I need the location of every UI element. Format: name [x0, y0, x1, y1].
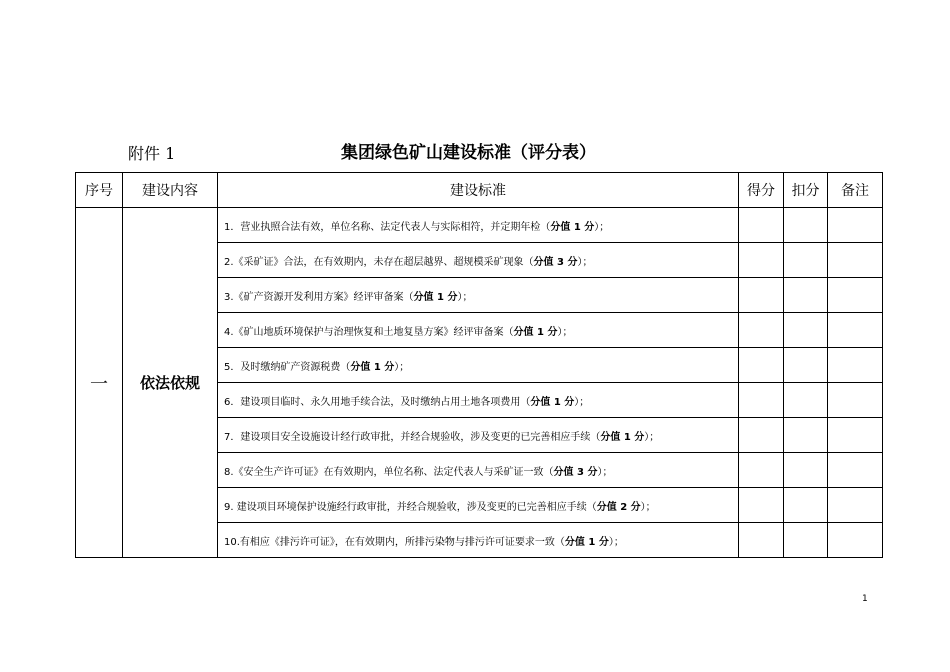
- score-cell[interactable]: [739, 453, 784, 488]
- criterion-text: 6．建设项目临时、永久用地手续合法，及时缴纳占用土地各项费用（: [224, 396, 531, 408]
- criterion-score-value: 分值 1 分: [550, 221, 595, 233]
- criterion-text: 2.《采矿证》合法，在有效期内，未存在超层越界、超规模采矿现象（: [224, 256, 534, 268]
- criterion-text: 10.有相应《排污许可证》，在有效期内，所排污染物与排污许可证要求一致（: [224, 536, 565, 548]
- header-remark: 备注: [828, 173, 883, 208]
- score-cell[interactable]: [739, 383, 784, 418]
- section-content: 依法依规: [123, 208, 218, 558]
- score-cell[interactable]: [739, 243, 784, 278]
- criterion-score-value: 分值 1 分: [564, 536, 609, 548]
- score-cell[interactable]: [739, 418, 784, 453]
- criterion-text: ）；: [644, 431, 660, 443]
- deduct-cell[interactable]: [784, 243, 828, 278]
- remark-cell[interactable]: [828, 348, 883, 383]
- score-cell[interactable]: [739, 278, 784, 313]
- criterion-score-value: 分值 1 分: [350, 361, 395, 373]
- remark-cell[interactable]: [828, 243, 883, 278]
- attachment-label: 附件 1: [128, 144, 176, 163]
- criterion-text: ）；: [457, 291, 473, 303]
- remark-cell[interactable]: [828, 418, 883, 453]
- score-cell[interactable]: [739, 313, 784, 348]
- criterion-text: ）；: [577, 256, 593, 268]
- deduct-cell[interactable]: [784, 418, 828, 453]
- header-deduct: 扣分: [784, 173, 828, 208]
- criterion-text: 8.《安全生产许可证》在有效期内，单位名称、法定代表人与采矿证一致（: [224, 466, 554, 478]
- criterion-cell: [218, 488, 739, 523]
- criterion-text: ）；: [394, 361, 410, 373]
- criterion-cell: [218, 348, 739, 383]
- table-body: [76, 208, 883, 558]
- page-title: 集团绿色矿山建设标准（评分表）: [341, 143, 596, 163]
- criterion-text: 3.《矿产资源开发利用方案》经评审备案（: [224, 291, 414, 303]
- table-header-row: [76, 173, 883, 208]
- header-standard: 建设标准: [218, 173, 739, 208]
- section-number: 一: [76, 208, 123, 558]
- remark-cell[interactable]: [828, 313, 883, 348]
- score-cell[interactable]: [739, 208, 784, 243]
- remark-cell[interactable]: [828, 488, 883, 523]
- deduct-cell[interactable]: [784, 313, 828, 348]
- score-cell[interactable]: [739, 488, 784, 523]
- criterion-text: ）；: [640, 501, 656, 513]
- score-cell[interactable]: [739, 523, 784, 558]
- remark-cell[interactable]: [828, 523, 883, 558]
- criterion-cell: [218, 418, 739, 453]
- table-row: [76, 208, 883, 243]
- criterion-text: 9. 建设项目环境保护设施经行政审批，并经合规验收，涉及变更的已完善相应手续（: [224, 501, 597, 513]
- criterion-text: 4.《矿山地质环境保护与治理恢复和土地复垦方案》经评审备案（: [224, 326, 514, 338]
- criterion-text: ）；: [597, 466, 613, 478]
- header-score: 得分: [739, 173, 784, 208]
- criterion-text: 7．建设项目安全设施设计经行政审批，并经合规验收，涉及变更的已完善相应手续（: [224, 431, 601, 443]
- page-number: 1: [862, 594, 868, 604]
- remark-cell[interactable]: [828, 383, 883, 418]
- criterion-score-value: 分值 2 分: [596, 501, 641, 513]
- criterion-cell: [218, 313, 739, 348]
- criterion-cell: [218, 383, 739, 418]
- remark-cell[interactable]: [828, 278, 883, 313]
- criterion-score-value: 分值 1 分: [513, 326, 558, 338]
- deduct-cell[interactable]: [784, 383, 828, 418]
- header-content: 建设内容: [123, 173, 218, 208]
- deduct-cell[interactable]: [784, 348, 828, 383]
- score-cell[interactable]: [739, 348, 784, 383]
- criterion-score-value: 分值 3 分: [553, 466, 598, 478]
- criterion-score-value: 分值 1 分: [600, 431, 645, 443]
- criterion-text: ）；: [608, 536, 624, 548]
- criterion-cell: [218, 278, 739, 313]
- scoring-table: [75, 172, 883, 558]
- deduct-cell[interactable]: [784, 278, 828, 313]
- criterion-cell: [218, 453, 739, 488]
- criterion-score-value: 分值 3 分: [533, 256, 578, 268]
- header-no: 序号: [76, 173, 123, 208]
- criterion-text: 5．及时缴纳矿产资源税费（: [224, 361, 351, 373]
- deduct-cell[interactable]: [784, 208, 828, 243]
- deduct-cell[interactable]: [784, 453, 828, 488]
- criterion-text: ）；: [574, 396, 590, 408]
- criterion-cell: [218, 208, 739, 243]
- deduct-cell[interactable]: [784, 488, 828, 523]
- deduct-cell[interactable]: [784, 523, 828, 558]
- criterion-cell: [218, 243, 739, 278]
- remark-cell[interactable]: [828, 453, 883, 488]
- criterion-text: ）；: [594, 221, 610, 233]
- criterion-text: 1．营业执照合法有效，单位名称、法定代表人与实际相符，并定期年检（: [224, 221, 551, 233]
- criterion-text: ）；: [557, 326, 573, 338]
- criterion-score-value: 分值 1 分: [413, 291, 458, 303]
- criterion-score-value: 分值 1 分: [530, 396, 575, 408]
- remark-cell[interactable]: [828, 208, 883, 243]
- criterion-cell: [218, 523, 739, 558]
